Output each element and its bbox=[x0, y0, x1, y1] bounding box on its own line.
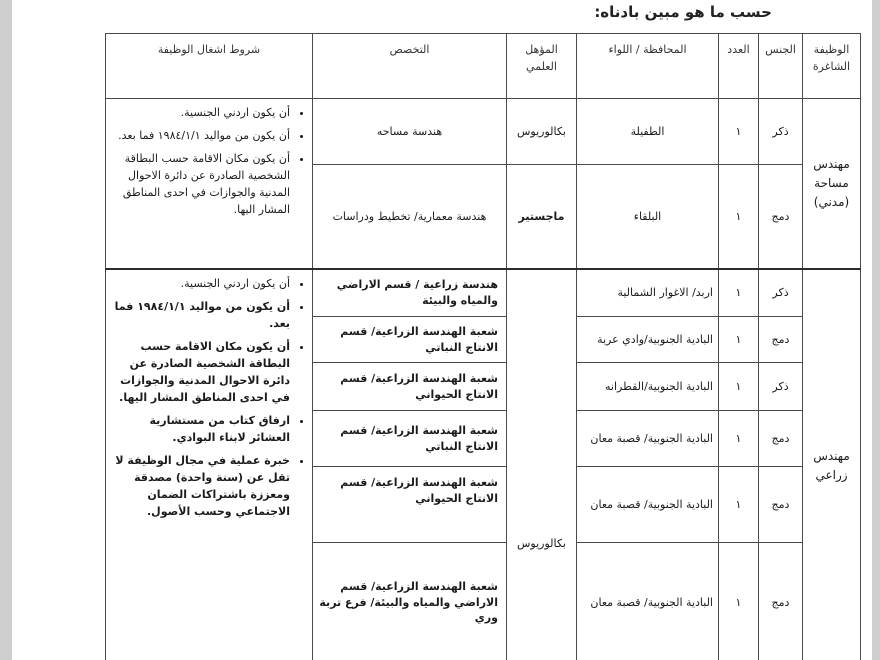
condition-item: • أن يكون اردني الجنسية. bbox=[110, 104, 290, 121]
header-specialty: التخصص bbox=[313, 34, 507, 99]
gender-cell: ذكر bbox=[759, 363, 803, 411]
specialty-cell: شعبة الهندسة الزراعية/ قسم الانتاج الحيواني bbox=[313, 467, 507, 543]
governorate-cell: البادية الجنوبية/ قصبة معان bbox=[577, 411, 719, 467]
header-conditions: شروط اشغال الوظيفة bbox=[106, 34, 313, 99]
count-cell: ١ bbox=[719, 269, 759, 317]
header-qualification: المؤهل العلمي bbox=[507, 34, 577, 99]
conditions-cell bbox=[106, 99, 313, 269]
table-header-row bbox=[106, 34, 861, 99]
document-page bbox=[12, 0, 872, 660]
condition-item: • أن يكون اردني الجنسية. bbox=[110, 275, 290, 292]
header-count: العدد bbox=[719, 34, 759, 99]
condition-item: • ارفاق كتاب من مستشارية العشائر لابناء البوادي. bbox=[110, 412, 290, 446]
condition-item: • أن يكون مكان الاقامة حسب البطاقة الشخصية الصادرة عن دائرة الاحوال المدنية والجوازات في احدى المناطق المشار اليها. bbox=[110, 150, 290, 218]
gender-cell: دمج bbox=[759, 165, 803, 269]
governorate-cell: البادية الجنوبية/ قصبة معان bbox=[577, 467, 719, 543]
condition-item: • أن يكون مكان الاقامة حسب البطاقة الشخصية الصادرة عن دائرة الاحوال المدنية والجوازات في احدى المناطق المشار اليها. bbox=[110, 338, 290, 406]
job-title-cell: مهندس زراعي bbox=[803, 269, 861, 660]
condition-item: • أن يكون من مواليد ١٩٨٤/١/١ فما بعد. bbox=[110, 298, 290, 332]
governorate-cell: اربد/ الاغوار الشمالية bbox=[577, 269, 719, 317]
header-governorate: المحافظة / اللواء bbox=[577, 34, 719, 99]
count-cell: ١ bbox=[719, 543, 759, 660]
gender-cell: دمج bbox=[759, 317, 803, 363]
gender-cell: ذكر bbox=[759, 269, 803, 317]
count-cell: ١ bbox=[719, 317, 759, 363]
header-gender: الجنس bbox=[759, 34, 803, 99]
condition-item: • خبرة عملية في مجال الوظيفة لا تقل عن (سنة واحدة) مصدقة ومعززة باشتراكات الضمان الاجتماعي وحسب الأصول. bbox=[110, 452, 290, 520]
qualification-cell: ماجستير bbox=[507, 165, 577, 269]
condition-item: • أن يكون من مواليد ١٩٨٤/١/١ فما بعد. bbox=[110, 127, 290, 144]
header-job: الوظيفة الشاغرة bbox=[803, 34, 861, 99]
conditions-cell bbox=[106, 269, 313, 660]
table-row bbox=[106, 99, 861, 165]
specialty-cell: شعبة الهندسة الزراعية/ قسم الانتاج الحيواني bbox=[313, 363, 507, 411]
gender-cell: دمج bbox=[759, 543, 803, 660]
count-cell: ١ bbox=[719, 467, 759, 543]
gender-cell: ذكر bbox=[759, 99, 803, 165]
governorate-cell: الطفيلة bbox=[577, 99, 719, 165]
qualification-cell: بكالوريوس bbox=[507, 269, 577, 660]
count-cell: ١ bbox=[719, 165, 759, 269]
governorate-cell: البلقاء bbox=[577, 165, 719, 269]
count-cell: ١ bbox=[719, 99, 759, 165]
table-row bbox=[106, 269, 861, 317]
specialty-cell: هندسة زراعية / قسم الاراضي والمياه والبيئة bbox=[313, 269, 507, 317]
specialty-cell: شعبة الهندسة الزراعية/ قسم الانتاج النباتي bbox=[313, 411, 507, 467]
vacancies-table bbox=[105, 33, 861, 660]
governorate-cell: البادية الجنوبية/القطرانه bbox=[577, 363, 719, 411]
gender-cell: دمج bbox=[759, 467, 803, 543]
qualification-cell: بكالوريوس bbox=[507, 99, 577, 165]
specialty-cell: هندسة معمارية/ تخطيط ودراسات bbox=[313, 165, 507, 269]
gender-cell: دمج bbox=[759, 411, 803, 467]
count-cell: ١ bbox=[719, 411, 759, 467]
governorate-cell: البادية الجنوبية/وادي عربة bbox=[577, 317, 719, 363]
specialty-cell: شعبة الهندسة الزراعية/ قسم الاراضي والمياه والبيئة/ فرع تربة وري bbox=[313, 543, 507, 660]
governorate-cell: البادية الجنوبية/ قصبة معان bbox=[577, 543, 719, 660]
specialty-cell: هندسة مساحه bbox=[313, 99, 507, 165]
specialty-cell: شعبة الهندسة الزراعية/ قسم الانتاج النباتي bbox=[313, 317, 507, 363]
count-cell: ١ bbox=[719, 363, 759, 411]
job-title-cell: مهندس مساحة (مدني) bbox=[803, 99, 861, 269]
intro-text: حسب ما هو مبين بادناه: bbox=[594, 3, 772, 21]
